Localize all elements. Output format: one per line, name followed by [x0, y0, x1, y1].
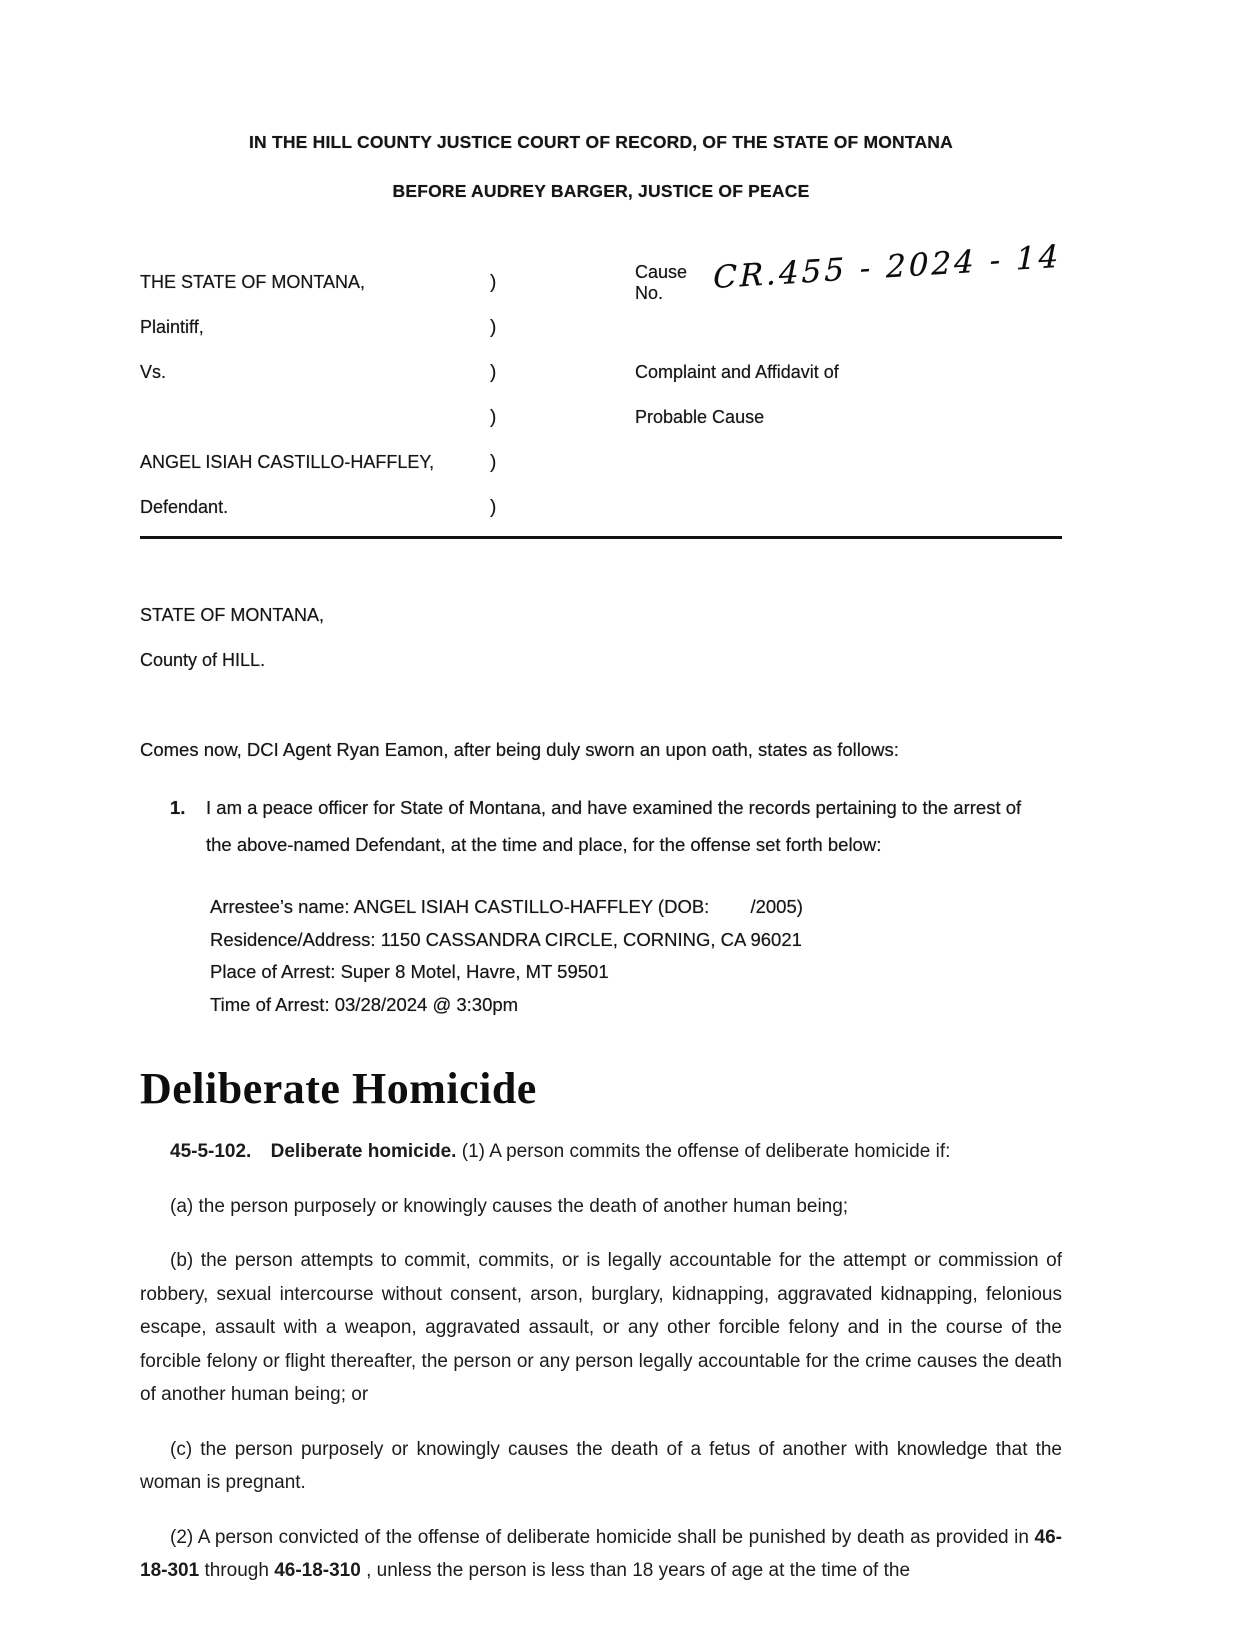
cause-number-handwritten-value: CR.455 - 2024 - 14	[713, 238, 1062, 296]
defendant-name: ANGEL ISIAH CASTILLO-HAFFLEY,	[140, 452, 435, 472]
statute-paragraph-c: (c) the person purposely or knowingly causes the death of a fetus of another with knowledge that the woman is pregnant.	[140, 1438, 1062, 1493]
affiant-opening-statement: Comes now, DCI Agent Ryan Eamon, after being duly sworn an upon oath, states as follows:	[140, 739, 899, 760]
arrestee-details-block	[210, 891, 1062, 1021]
caption-row-plaintiff-role	[140, 305, 1062, 350]
item-1-number: 1.	[170, 797, 186, 818]
caption-paren: )	[490, 361, 497, 383]
caption-paren: )	[490, 316, 497, 338]
venue-state-line: STATE OF MONTANA,	[140, 605, 324, 625]
caption-paren: )	[490, 271, 497, 293]
statute-text-block	[140, 1135, 1062, 1588]
document-title-line2: Probable Cause	[635, 407, 765, 427]
court-header: IN THE HILL COUNTY JUSTICE COURT OF RECORD, OF THE STATE OF MONTANA	[248, 132, 953, 152]
affidavit-item-1	[170, 789, 1030, 863]
arrestee-address-line: Residence/Address: 1150 CASSANDRA CIRCLE, CORNING, CA 96021	[210, 928, 802, 950]
statute-paragraph-2-mid: through	[204, 1560, 275, 1581]
statute-paragraph-2-post: , unless the person is less than 18 years of age at the time of the	[366, 1560, 911, 1581]
arrestee-time-line: Time of Arrest: 03/28/2024 @ 3:30pm	[210, 993, 519, 1015]
judge-header: BEFORE AUDREY BARGER, JUSTICE OF PEACE	[392, 181, 810, 201]
plaintiff-name: THE STATE OF MONTANA,	[140, 272, 365, 292]
plaintiff-role: Plaintiff,	[140, 317, 204, 337]
cause-number-line	[635, 238, 1062, 304]
statute-ref-46-18-310: 46-18-310	[274, 1560, 361, 1581]
caption-paren: )	[490, 451, 497, 473]
statute-paragraph-a: (a) the person purposely or knowingly causes the death of another human being;	[170, 1195, 849, 1217]
arrestee-place-line: Place of Arrest: Super 8 Motel, Havre, MT 59501	[210, 961, 609, 982]
charge-heading: Deliberate Homicide	[140, 1064, 537, 1113]
defendant-role: Defendant.	[140, 497, 229, 517]
item-1-text: I am a peace officer for State of Montana, and have examined the records pertaining to the arrest of the above-named Defendant, at the time and place, for the offense set forth below:	[206, 797, 1022, 855]
caption-row-defendant-role	[140, 485, 1062, 530]
venue-block	[140, 593, 1062, 683]
cause-number-label: Cause No.	[635, 261, 688, 303]
document-content	[140, 0, 1062, 1588]
caption-paren: )	[490, 406, 497, 428]
versus-label: Vs.	[140, 362, 167, 382]
statute-paragraph-2-pre: (2) A person convicted of the offense of deliberate homicide shall be punished by death as provided in	[170, 1526, 1035, 1548]
statute-section-number: 45-5-102.	[170, 1141, 252, 1162]
caption-row-versus	[140, 350, 1062, 395]
statute-paragraph-b: (b) the person attempts to commit, commits, or is legally accountable for the attempt or commission of robbery, sexual intercourse without consent, arson, burglary, kidnapping, aggravated kidnapping, felonious escape, assault with a weapon, aggravated assault, or any other forcible felony and in the course of the forcible felony or flight thereafter, the person or any person legally accountable for the crime causes the death of another human being; or	[140, 1250, 1062, 1405]
case-caption	[140, 238, 1062, 539]
statute-ref-46-18-301: 46-18-301	[140, 1526, 1062, 1581]
venue-county-line: County of HILL.	[140, 650, 266, 670]
caption-row-blank	[140, 395, 1062, 440]
statute-intro-rest: (1) A person commits the offense of deliberate homicide if:	[461, 1141, 951, 1162]
caption-paren: )	[490, 496, 497, 518]
statute-paragraph-2	[140, 1521, 1062, 1588]
statute-intro-paragraph	[140, 1135, 1062, 1169]
arrestee-name-line: Arrestee’s name: ANGEL ISIAH CASTILLO-HAFFLEY (DOB: /2005)	[210, 896, 803, 917]
document-title-line1: Complaint and Affidavit of	[635, 362, 839, 382]
statute-section-title: Deliberate homicide.	[270, 1141, 457, 1162]
caption-row-plaintiff	[140, 238, 1062, 305]
caption-row-defendant	[140, 440, 1062, 485]
